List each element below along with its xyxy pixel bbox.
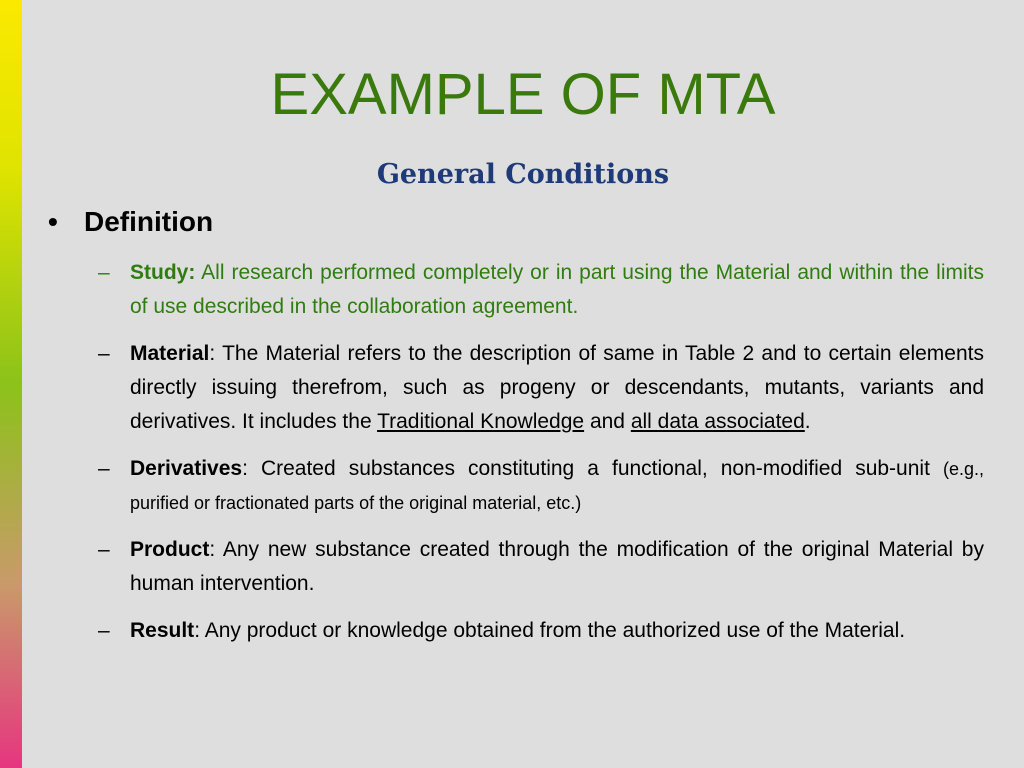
bullet-definition [48, 202, 213, 242]
definition-item-result [98, 614, 984, 648]
definition-text: : Any new substance created through the modification of the original Material by human intervention. [130, 538, 984, 595]
definition-item-product [98, 533, 984, 601]
definition-item-study [98, 256, 984, 324]
slide-title: EXAMPLE OF MTA [270, 62, 776, 127]
definition-text: : The Material refers to the description of same in Table 2 and to certain elements directly issuing therefrom, such as progeny or descendants, mutants, variants and derivatives. It includes the [130, 342, 984, 433]
term-material: Material [130, 342, 210, 365]
definition-text: All research performed completely or in part using the Material and within the limits of use described in the collaboration agreement. [130, 261, 984, 318]
definition-list [98, 256, 984, 661]
definition-text-and: and [584, 410, 631, 433]
term-derivatives: Derivatives [130, 457, 243, 480]
dash-icon: – [98, 619, 110, 642]
definition-text: : Created substances constituting a functional, non-modified sub-unit [242, 457, 943, 480]
bullet-label: Definition [84, 206, 214, 237]
definition-item-material [98, 337, 984, 439]
definition-text: : Any product or knowledge obtained from the authorized use of the Material. [194, 619, 906, 642]
definition-example-note: (e.g., purified or fractionated parts of the original material, etc.) [130, 459, 984, 513]
term-study: Study: [130, 261, 196, 284]
dash-icon: – [98, 457, 110, 480]
dash-icon: – [98, 538, 110, 561]
definition-item-derivatives [98, 452, 984, 520]
definition-text-end: . [804, 410, 811, 433]
dash-icon: – [98, 342, 110, 365]
decorative-gradient-stripe [0, 0, 22, 768]
dash-icon: – [98, 261, 110, 284]
term-result: Result [130, 619, 195, 642]
term-product: Product [130, 538, 210, 561]
underlined-traditional-knowledge: Traditional Knowledge [377, 410, 585, 433]
underlined-all-data-associated: all data associated [630, 410, 805, 433]
bullet-icon: • [48, 206, 58, 237]
slide-subtitle: General Conditions [376, 159, 670, 190]
